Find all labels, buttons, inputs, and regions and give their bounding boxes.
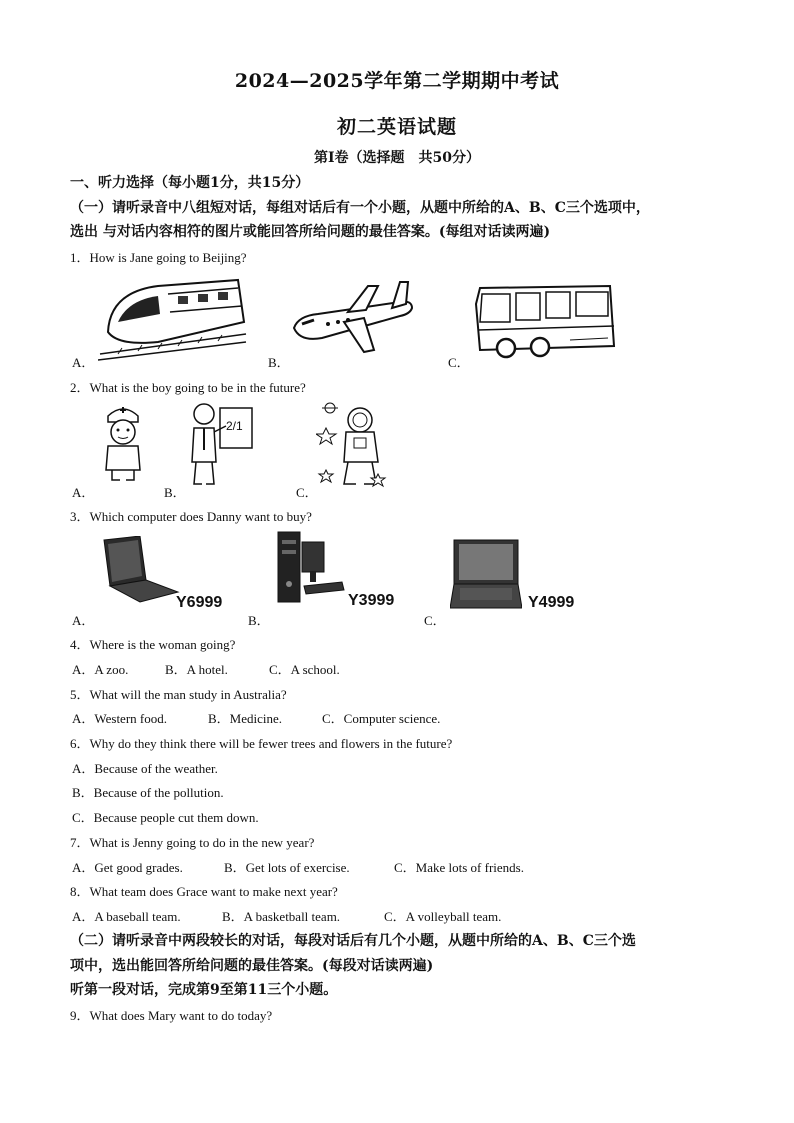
question-8: 8．What team does Grace want to make next year? [70,884,338,899]
q5-option-a: A．Western food. [72,711,167,726]
laptop-icon [100,536,180,606]
section2-instructions-2: 项中，选出能回答所给问题的最佳答案。(每段对话读两遍) [70,958,434,974]
q6-option-c: C．Because people cut them down. [72,810,259,825]
q7-option-a: A．Get good grades. [72,860,183,875]
q4-option-b: B．A hotel. [165,662,228,677]
q8-option-c: C．A volleyball team. [384,909,502,924]
section2-dialogue-1-note: 听第一段对话，完成第9至第11三个小题。 [70,982,338,998]
question-5: 5．What will the man study in Australia? [70,687,287,702]
q1-option-b: B． [268,355,290,370]
exam-subject: 初二英语试题 [336,116,457,138]
q7-option-b: B．Get lots of exercise. [224,860,350,875]
q1-option-a: A． [72,355,95,370]
q4-option-c: C．A school. [269,662,340,677]
q2-option-b: B． [164,485,186,500]
q8-option-b: B．A basketball team. [222,909,341,924]
question-7: 7．What is Jenny going to do in the new year? [70,835,315,850]
section2-instructions-1: （二）请听录音中两段较长的对话，每段对话后有几个小题，从题中所给的A、B、C三个选 [70,933,636,949]
q1-option-c: C． [448,355,470,370]
question-1: 1．How is Jane going to Beijing? [70,250,247,265]
q2-option-a: A． [72,485,95,500]
q3-option-a: A． [72,613,95,628]
doctor-icon [98,400,148,484]
section1-instructions-2: 选出 与对话内容相符的图片或能回答所给问题的最佳答案。(每组对话读两遍) [70,224,551,240]
laptop-icon [450,538,522,612]
q6-option-a: A．Because of the weather. [72,761,218,776]
airplane-icon [288,276,418,358]
q3-price-c: Y4999 [528,594,575,611]
section1-heading: 一、听力选择（每小题1分，共15分） [70,175,310,191]
astronaut-icon [316,398,388,492]
desktop-computer-icon [276,530,346,608]
question-3: 3．Which computer does Danny want to buy? [70,509,312,524]
q3-price-b: Y3999 [348,592,395,609]
exam-title: 2024—2025学年第二学期期中考试 [234,70,560,92]
high-speed-train-icon [98,272,248,364]
question-9: 9．What does Mary want to do today? [70,1008,273,1023]
q3-price-a: Y6999 [176,594,223,611]
q5-option-c: C．Computer science. [322,711,441,726]
q4-option-a: A．A zoo. [72,662,129,677]
teacher-board-text: 2/1 [226,419,243,433]
bus-icon [470,280,620,362]
q6-option-b: B．Because of the pollution. [72,785,224,800]
q5-option-b: B．Medicine. [208,711,283,726]
question-6: 6．Why do they think there will be fewer trees and flowers in the future? [70,736,453,751]
question-2: 2．What is the boy going to be in the future? [70,380,306,395]
q3-option-b: B． [248,613,270,628]
part-heading: 第Ⅰ卷（选择题 共50分） [313,150,481,166]
q2-option-c: C． [296,485,318,500]
question-4: 4．Where is the woman going? [70,637,236,652]
q8-option-a: A．A baseball team. [72,909,181,924]
teacher-icon [186,398,256,490]
q3-option-c: C． [424,613,446,628]
section1-instructions-1: （一）请听录音中八组短对话，每组对话后有一个小题，从题中所给的A、B、C三个选项中， [70,200,650,216]
q7-option-c: C．Make lots of friends. [394,860,524,875]
